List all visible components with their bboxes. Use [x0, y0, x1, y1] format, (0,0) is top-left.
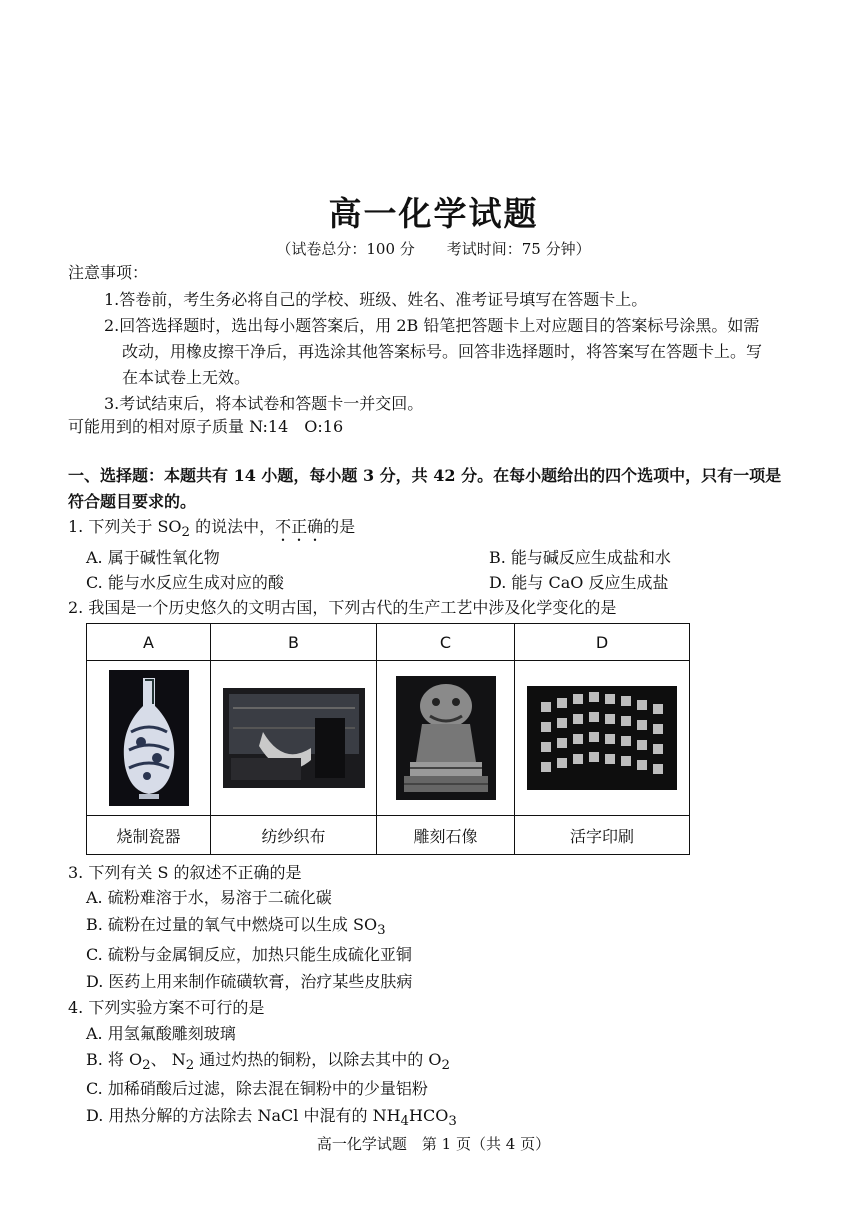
q2-image-c-cell [377, 661, 515, 816]
notice-heading: 注意事项： [68, 263, 149, 282]
movable-type-printing-image [527, 686, 677, 790]
q2-header-c: C [377, 624, 515, 661]
exam-time: 考试时间：75 分钟） [446, 240, 591, 258]
q1-option-b: B. 能与碱反应生成盐和水 [489, 548, 671, 567]
notice-item-2-cont: 改动，用橡皮擦干净后，再选涂其他答案标号。回答非选择题时，将答案写在答题卡上。写 [122, 342, 763, 361]
q2-caption-d: 活字印刷 [515, 816, 690, 855]
q2-caption-b: 纺纱织布 [211, 816, 377, 855]
q3-b-text: B. 硫粉在过量的氧气中燃烧可以生成 SO [86, 915, 378, 934]
q4-d-subscript: 3 [448, 1114, 457, 1130]
q2-header-d: D [515, 624, 690, 661]
q3-option-d: D. 医药上用来制作硫磺软膏，治疗某些皮肤病 [86, 972, 413, 991]
spinning-weaving-image [223, 688, 365, 788]
q1-stem-part: 的说法中， [190, 517, 276, 536]
q3-option-b [86, 915, 386, 941]
q3-option-c: C. 硫粉与金属铜反应，加热只能生成硫化亚铜 [86, 945, 412, 964]
q2-options-table [86, 623, 690, 855]
q4-d-text: D. 用热分解的方法除去 NaCl 中混有的 NH [86, 1106, 401, 1125]
q1-option-c: C. 能与水反应生成对应的酸 [86, 573, 284, 592]
q4-d-subscript: 4 [400, 1114, 410, 1130]
page-footer: 高一化学试题 第 1 页（共 4 页） [316, 1135, 551, 1153]
q2-image-a-cell [87, 661, 211, 816]
q4-option-a: A. 用氢氟酸雕刻玻璃 [86, 1024, 236, 1043]
q2-image-d-cell [515, 661, 690, 816]
stone-statue-image [396, 676, 496, 800]
q1-option-a: A. 属于碱性氧化物 [86, 548, 220, 567]
notice-item-3: 3.考试结束后，将本试卷和答题卡一并交回。 [104, 394, 424, 413]
exam-info [0, 238, 867, 259]
q1-option-d: D. 能与 CaO 反应生成盐 [489, 573, 669, 592]
q1-emphasis: 不正确 [275, 517, 324, 536]
question-3-stem: 3. 下列有关 S 的叙述不正确的是 [68, 863, 302, 882]
q4-option-b [86, 1050, 450, 1076]
q1-subscript: 2 [181, 525, 191, 541]
q3-b-subscript: 3 [377, 923, 386, 939]
q2-caption-c: 雕刻石像 [377, 816, 515, 855]
q2-image-b-cell [211, 661, 377, 816]
question-2-stem: 2. 我国是一个历史悠久的文明古国，下列古代的生产工艺中涉及化学变化的是 [68, 598, 617, 617]
q4-d-text: HCO [409, 1106, 449, 1125]
q4-b-text: 、 N [150, 1050, 186, 1069]
q2-header-b: B [211, 624, 377, 661]
total-score: （试卷总分：100 分 [276, 240, 415, 258]
q2-caption-a: 烧制瓷器 [87, 816, 211, 855]
notice-item-2-cont2: 在本试卷上无效。 [122, 368, 251, 387]
q1-stem-part: 1. 下列关于 SO [68, 517, 182, 536]
question-1-stem [68, 517, 355, 545]
question-4-stem: 4. 下列实验方案不可行的是 [68, 998, 265, 1017]
q4-option-d [86, 1106, 457, 1132]
q4-option-c: C. 加稀硝酸后过滤，除去混在铜粉中的少量铝粉 [86, 1079, 428, 1098]
q4-b-subscript: 2 [185, 1058, 195, 1074]
section-heading-cont: 符合题目要求的。 [68, 492, 197, 511]
q4-b-subscript: 2 [441, 1058, 450, 1074]
notice-item-2: 2.回答选择题时，选出每小题答案后，用 2B 铅笔把答题卡上对应题目的答案标号涂黑。如需 [104, 316, 760, 335]
page-title: 高一化学试题 [328, 194, 539, 233]
q1-stem-part: 的是 [323, 517, 356, 536]
q4-b-text: 通过灼热的铜粉，以除去其中的 O [194, 1050, 442, 1069]
notice-item-1: 1.答卷前，考生务必将自己的学校、班级、姓名、准考证号填写在答题卡上。 [104, 290, 648, 309]
porcelain-vase-image [109, 670, 189, 806]
atomic-mass: 可能用到的相对原子质量 N:14 O:16 [68, 417, 344, 436]
q3-option-a: A. 硫粉难溶于水，易溶于二硫化碳 [86, 888, 332, 907]
q4-b-subscript: 2 [142, 1058, 151, 1074]
q4-b-text: B. 将 O [86, 1050, 143, 1069]
section-heading: 一、选择题：本题共有 14 小题，每小题 3 分，共 42 分。在每小题给出的四个选项中，只有一项是 [68, 466, 782, 485]
q2-header-a: A [87, 624, 211, 661]
